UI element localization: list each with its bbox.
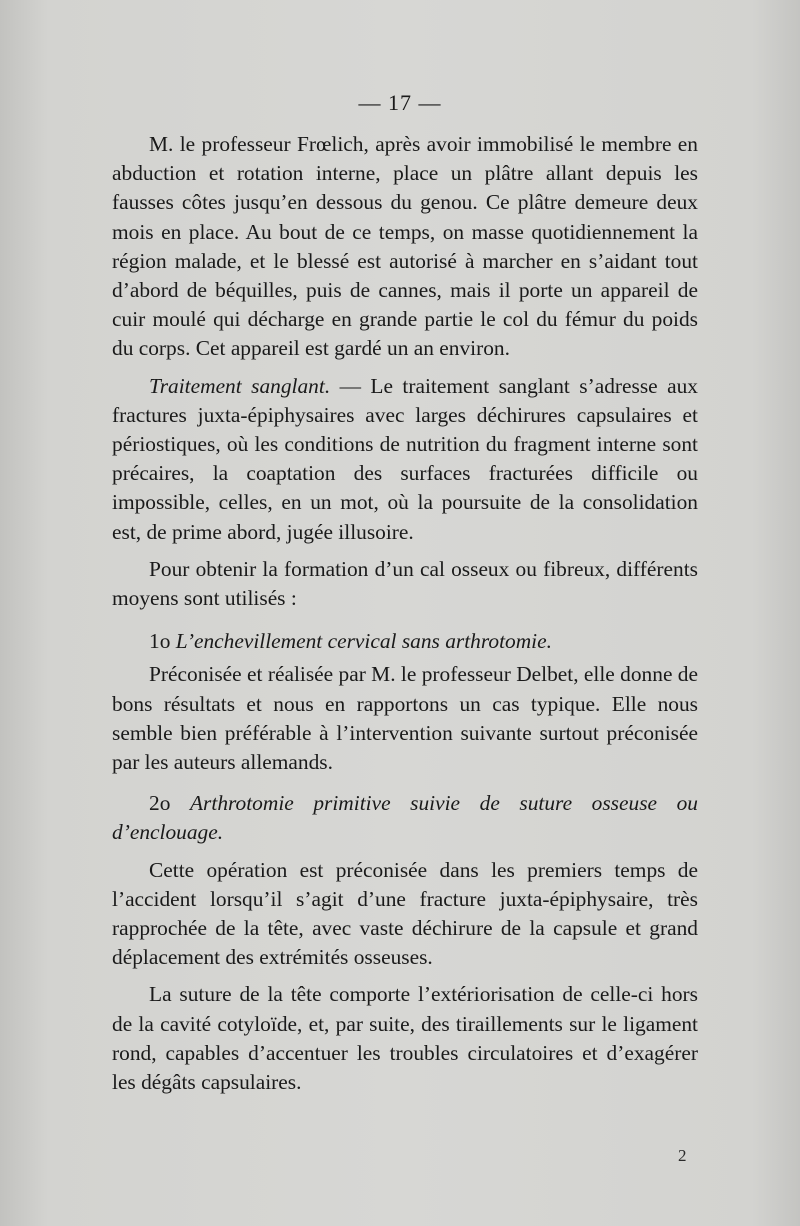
- heading-enchevillement-text: L’enchevillement cervical sans arthrotomie.: [175, 629, 552, 654]
- heading-arthrotomie-text: Arthrotomie primitive suivie de suture osseuse ou d’enclouage.: [112, 791, 698, 845]
- page-number: — 17 —: [358, 90, 442, 115]
- paragraph-suture: La suture de la tête comporte l’extériorisation de celle-ci hors de la cavité cotyloïde, et, par suite, des tiraillements sur le ligament rond, capables d’accentuer les troubles circulatoires et d’exagérer les dégâts capsulaires.: [112, 982, 698, 1095]
- heading-arthrotomie: [112, 789, 698, 847]
- body-text: [112, 130, 698, 1097]
- heading-enchevillement-number: 1o: [149, 629, 176, 654]
- paragraph-froelich: M. le professeur Frœlich, après avoir immobilisé le membre en abduction et rotation interne, place un plâtre allant depuis les fausses côtes jusqu’en dessous du genou. Ce plâtre demeure deux mois en place. Au bout de ce temps, on masse quotidiennement la région malade, et le blessé est autorisé à marcher en s’aidant tout d’abord de béquilles, puis de cannes, mais il porte un appareil de cuir moulé qui décharge en grande partie le col du fémur du poids du corps. Cet appareil est gardé un an environ.: [112, 132, 698, 361]
- section-title-traitement-sanglant: Traitement sanglant.: [149, 373, 331, 398]
- signature-mark: 2: [678, 1146, 687, 1165]
- paragraph-traitement-sanglant-body: — Le traitement sanglant s’adresse aux fractures juxta-épiphysaires avec larges déchirures capsulaires et périostiques, où les conditions de nutrition du fragment interne sont précaires, la coaptation des surfaces fracturées difficile ou impossible, celles, en un mot, où la poursuite de la consolidation est, de prime abord, jugée illusoire.: [112, 373, 698, 544]
- paragraph-moyens: Pour obtenir la formation d’un cal osseux ou fibreux, différents moyens sont utilisés :: [112, 556, 698, 611]
- paragraph-delbet: Préconisée et réalisée par M. le professeur Delbet, elle donne de bons résultats et nous en rapportons un cas typique. Elle nous semble bien préférable à l’intervention suivante surtout préconisée par les auteurs allemands.: [112, 662, 698, 775]
- paragraph-operation: Cette opération est préconisée dans les premiers temps de l’accident lorsqu’il s’agit d’une fracture juxta-épiphysaire, très rapprochée de la tête, avec vaste déchirure de la capsule et grand déplacement des extrémités osseuses.: [112, 857, 698, 970]
- heading-enchevillement: [112, 627, 698, 656]
- heading-arthrotomie-number: 2o: [149, 791, 190, 816]
- paragraph-traitement-sanglant: [112, 372, 698, 547]
